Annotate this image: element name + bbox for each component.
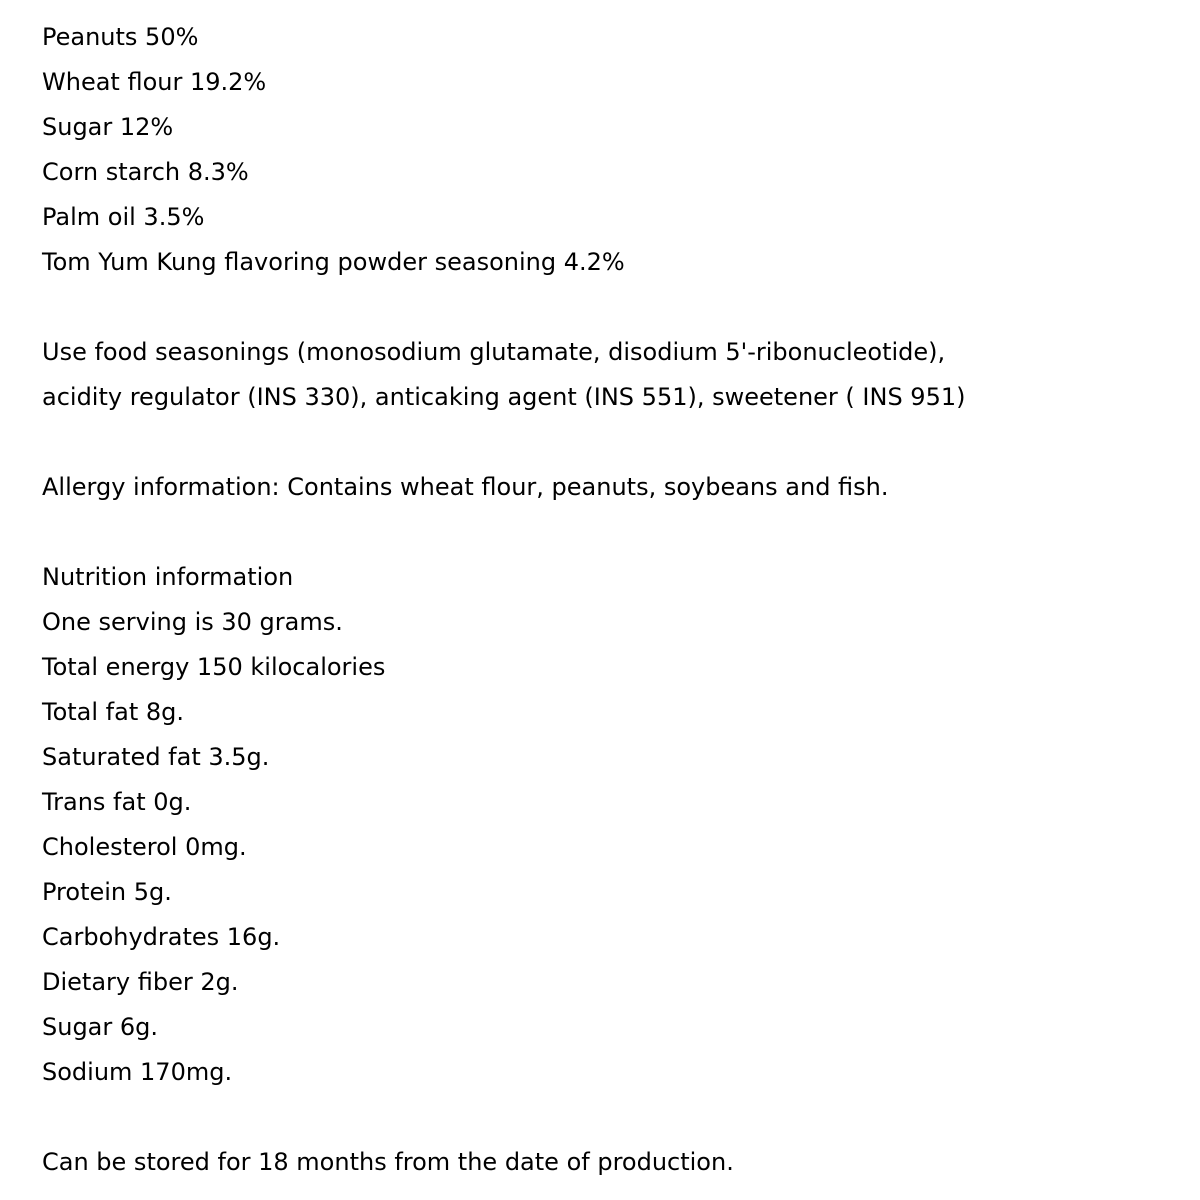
additives-line: acidity regulator (INS 330), anticaking agent (INS 551), sweetener ( INS 951) xyxy=(42,383,966,411)
spacer xyxy=(42,285,1172,330)
nutrition-heading: Nutrition information xyxy=(42,563,294,591)
additives-line: Use food seasonings (monosodium glutamate, disodium 5'-ribonucleotide), xyxy=(42,338,946,366)
nutrition-line: Dietary fiber 2g. xyxy=(42,968,239,996)
nutrition-line: Cholesterol 0mg. xyxy=(42,833,247,861)
spacer xyxy=(42,420,1172,465)
nutrition-line: Total fat 8g. xyxy=(42,698,185,726)
nutrition-line: Sodium 170mg. xyxy=(42,1058,233,1086)
nutrition-line: Protein 5g. xyxy=(42,878,172,906)
ingredients-list xyxy=(42,15,1172,285)
nutrition-line: Sugar 6g. xyxy=(42,1013,159,1041)
ingredient-line: Sugar 12% xyxy=(42,113,174,141)
ingredient-line: Corn starch 8.3% xyxy=(42,158,249,186)
storage-note: Can be stored for 18 months from the date of production. xyxy=(42,1148,734,1176)
ingredient-line: Wheat flour 19.2% xyxy=(42,68,267,96)
ingredient-line: Palm oil 3.5% xyxy=(42,203,205,231)
nutrition-section xyxy=(42,555,1172,1095)
allergy-information: Allergy information: Contains wheat flour, peanuts, soybeans and fish. xyxy=(42,473,889,501)
nutrition-line: Total energy 150 kilocalories xyxy=(42,653,386,681)
spacer xyxy=(42,1095,1172,1140)
spacer xyxy=(42,510,1172,555)
ingredient-line: Peanuts 50% xyxy=(42,23,199,51)
ingredient-line: Tom Yum Kung flavoring powder seasoning 4.2% xyxy=(42,248,625,276)
nutrition-line: Saturated fat 3.5g. xyxy=(42,743,270,771)
nutrition-line: One serving is 30 grams. xyxy=(42,608,343,636)
nutrition-line: Trans fat 0g. xyxy=(42,788,192,816)
label-document xyxy=(42,15,1172,1185)
additives-paragraph xyxy=(42,330,1172,420)
nutrition-line: Carbohydrates 16g. xyxy=(42,923,281,951)
